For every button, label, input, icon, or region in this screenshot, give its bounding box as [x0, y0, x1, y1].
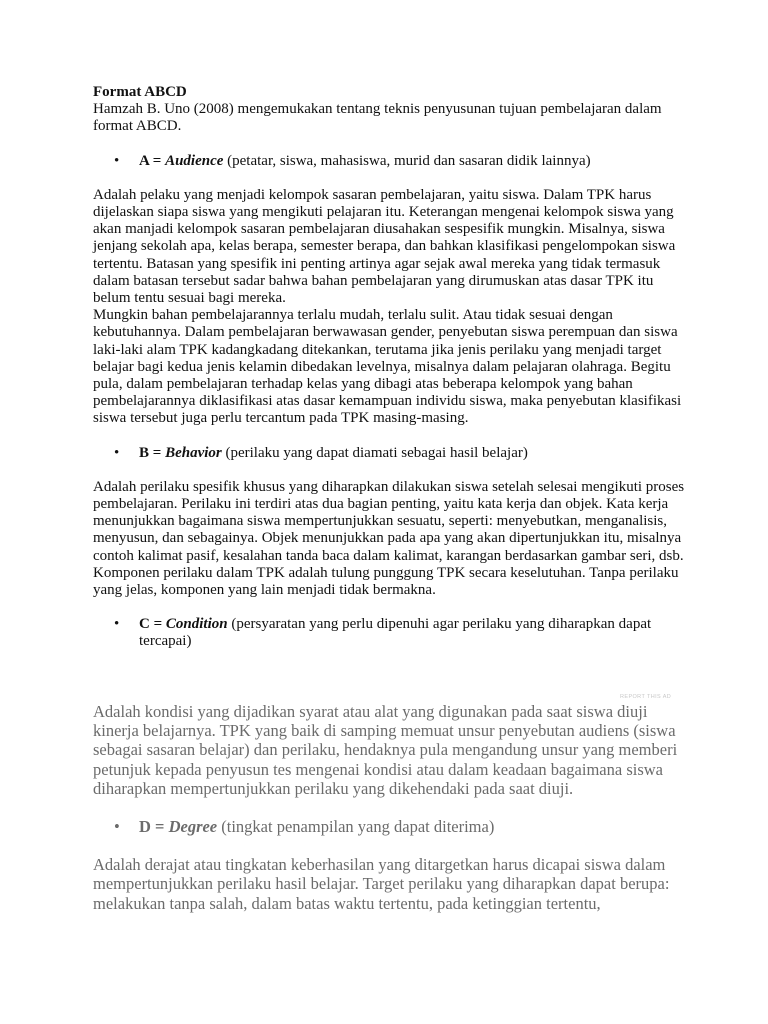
bullet-behavior: [93, 445, 693, 462]
bullet-letter: C =: [139, 616, 166, 633]
audience-paragraph-2: Mungkin bahan pembelajarannya terlalu mudah, terlalu sulit. Atau tidak sesuai dengan kebutuhannya. Dalam pembelajaran berwawasan gender, penyebutan siswa perempuan dan siswa laki-laki alam TPK kadangkadang ditekankan, terutama jika jenis perilaku yang menjadi target belajar bagi kedua jenis kelamin dibedakan levelnya, misalnya dalam pelajaran olahraga. Begitu pula, dalam pembelajaran terhadap kelas yang dibagi atas beberapa kelompok yang bahan pembelajarannya diklasifikasi atas dasar kemampuan individu siswa, maka penyebutan klasifikasi siswa tersebut juga perlu tercantum pada TPK masing-masing.: [93, 307, 682, 427]
bullet-term: Audience: [165, 152, 224, 169]
document-body: [93, 84, 693, 651]
condition-paragraph: Adalah kondisi yang dijadikan syarat atau alat yang digunakan pada saat siswa diuji kinerja belajarnya. TPK yang baik di samping memuat unsur penyebutan audiens (siswa sebagai sasaran belajar) dan perilaku, hendaknya pula mengandung unsur yang memberi petunjuk kepada penyusun tes mengenai kondisi atau dalam keadaan bagaimana siswa diharapkan mempertunjukkan perilaku yang dikehendaki pada saat diuji.: [93, 702, 678, 798]
bullet-degree: [93, 817, 693, 836]
bullet-term: Condition: [165, 616, 228, 633]
document-title: Format ABCD: [93, 84, 187, 100]
bullet-description: (tingkat penampilan yang dapat diterima): [217, 817, 495, 837]
bullet-letter: B =: [139, 444, 166, 461]
bullet-description: (petatar, siswa, mahasiswa, murid dan sasaran didik lainnya): [223, 152, 591, 169]
behavior-paragraph: Adalah perilaku spesifik khusus yang diharapkan dilakukan siswa setelah selesai mengikuti proses pembelajaran. Perilaku ini terdiri atas dua bagian penting, yaitu kata kerja dan objek. Kata kerja menunjukkan bagaimana siswa mempertunjukkan sesuatu, seperti: menyebutkan, menganalisis, menyusun, dan sebagainya. Objek menunjukkan pada apa yang akan dipertunjukkan itu, misalnya contoh kalimat pasif, kesalahan tanda baca dalam kalimat, karangan berdasarkan gambar seri, dsb. Komponen perilaku dalam TPK adalah tulung punggung TPK secara keselutuhan. Tanpa perilaku yang jelas, komponen yang lain menjadi tidak bermakna.: [93, 478, 685, 599]
bullet-term: Degree: [168, 817, 218, 837]
degree-paragraph: Adalah derajat atau tingkatan keberhasilan yang ditargetkan harus dicapai siswa dalam mempertunjukkan perilaku hasil belajar. Target perilaku yang diharapkan dapat berupa: melakukan tanpa salah, dalam batas waktu tertentu, pada ketinggian tertentu,: [93, 855, 670, 913]
bullet-description: (perilaku yang dapat diamati sebagai hasil belajar): [221, 444, 528, 461]
bullet-dot: •: [114, 152, 120, 169]
bullet-dot: •: [114, 817, 120, 837]
bullet-audience: [93, 153, 693, 170]
bullet-letter: D =: [139, 817, 169, 837]
bullet-letter: A =: [139, 152, 166, 169]
audience-paragraph-1: Adalah pelaku yang menjadi kelompok sasaran pembelajaran, yaitu siswa. Dalam TPK harus dijelaskan siapa siswa yang mengikuti pelajaran itu. Keterangan mengenai kelompok siswa yang akan manjadi kelompok sasaran pembelajaran diusahakan sespesifik mungkin. Misalnya, siswa jenjang sekolah apa, kelas berapa, semester berapa, dan bahkan klasifikasi pengelompokan siswa tertentu. Batasan yang spesifik ini penting artinya agar sejak awal mereka yang tidak termasuk dalam batasan tersebut sadar bahwa bahan pembelajaran yang dirumuskan atas dasar TPK itu belum tentu sesuai bagi mereka.: [93, 186, 676, 307]
bullet-dot: •: [114, 444, 120, 461]
bullet-condition: [93, 616, 693, 650]
bullet-dot: •: [114, 616, 120, 633]
bullet-description: (persyaratan yang perlu dipenuhi agar perilaku yang diharapkan dapat tercapai): [139, 616, 652, 650]
bullet-term: Behavior: [165, 444, 222, 461]
document-body-continued: [93, 702, 693, 913]
report-ad-link[interactable]: REPORT THIS AD: [620, 694, 672, 700]
intro-paragraph: Hamzah B. Uno (2008) mengemukakan tentang teknis penyusunan tujuan pembelajaran dalam format ABCD.: [93, 101, 662, 135]
